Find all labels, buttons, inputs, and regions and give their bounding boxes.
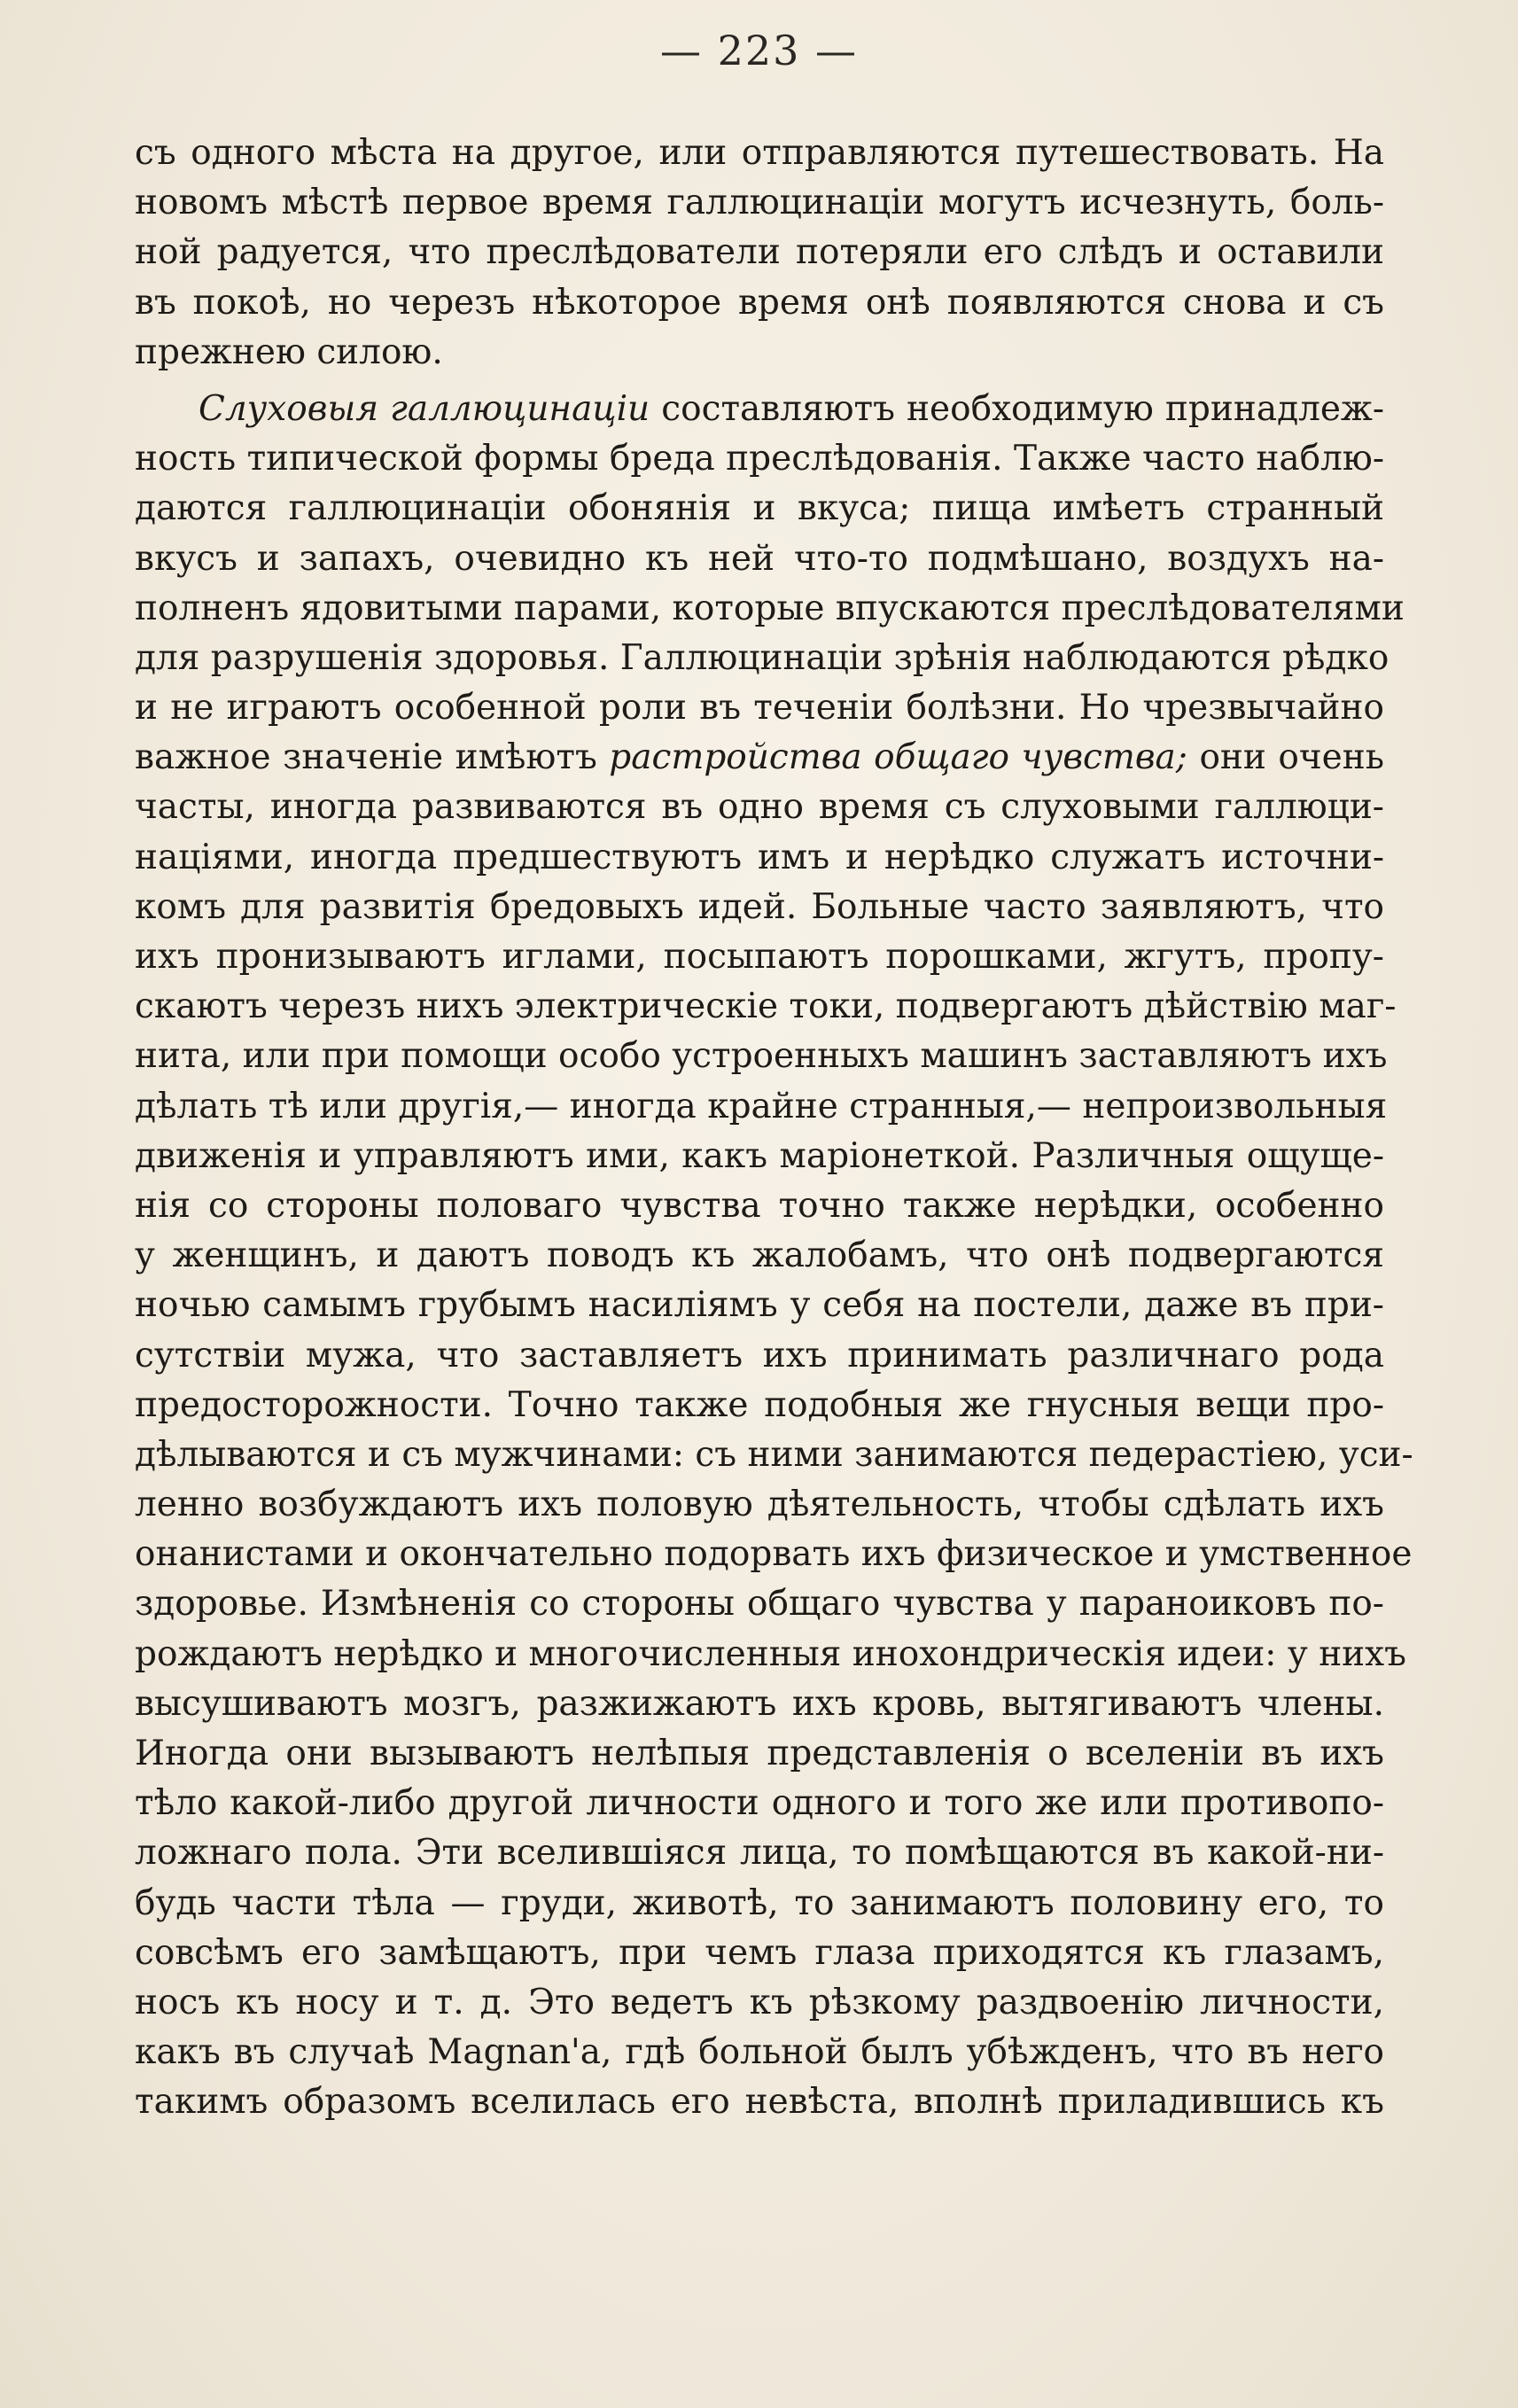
text-line: ложнаго пола. Эти вселившіяся лица, то помѣщаются въ какой-ни-: [135, 1833, 1384, 1874]
text-line: часты, иногда развиваются въ одно время съ слуховыми галлюци-: [135, 787, 1384, 828]
text-line: въ покоѣ, но черезъ нѣкоторое время онѣ появляются снова и съ: [135, 282, 1384, 323]
text-line: тѣло какой-либо другой личности одного и того же или противопо-: [135, 1783, 1384, 1824]
text-line: ность типической формы бреда преслѣдованія. Также часто наблю-: [135, 439, 1384, 479]
text-line: нія со стороны половаго чувства точно также нерѣдки, особенно: [135, 1185, 1384, 1226]
text-line: даются галлюцинаціи обонянія и вкуса; пища имѣетъ странный: [135, 488, 1384, 529]
text-line: у женщинъ, и даютъ поводъ къ жалобамъ, что онѣ подвергаются: [135, 1235, 1384, 1276]
text-line: движенія и управляютъ ими, какъ маріонеткой. Различныя ощуще-: [135, 1135, 1384, 1176]
text-line: онанистами и окончательно подорвать ихъ физическое и умственное: [135, 1534, 1413, 1575]
italic-term: растройства общаго чувства;: [609, 737, 1187, 778]
text-line: прежнею силою.: [135, 331, 443, 372]
text-line: ленно возбуждаютъ ихъ половую дѣятельность, чтобы сдѣлать ихъ: [135, 1485, 1384, 1525]
text-line: полненъ ядовитыми парами, которые впускаются преслѣдователями: [135, 588, 1405, 628]
text-line: ихъ пронизываютъ иглами, посыпаютъ порошками, жгутъ, пропу-: [135, 937, 1384, 977]
text-line: ночью самымъ грубымъ насиліямъ у себя на постели, даже въ при-: [135, 1285, 1384, 1326]
text-line: націями, иногда предшествуютъ имъ и нерѣдко служатъ источни-: [135, 837, 1384, 877]
paragraph-2: [135, 385, 1413, 2128]
text-line: будь части тѣла — груди, животѣ, то занимаютъ половину его, то: [135, 1882, 1384, 1923]
text-line: новомъ мѣстѣ первое время галлюцинаціи могутъ исчезнуть, боль-: [135, 183, 1384, 223]
text-fragment: составляютъ необходимую принадлеж-: [650, 388, 1384, 429]
text-line: совсѣмъ его замѣщаютъ, при чемъ глаза приходятся къ глазамъ,: [135, 1932, 1384, 1973]
text-line: скаютъ черезъ нихъ электрическіе токи, подвергаютъ дѣйствію маг-: [135, 986, 1397, 1027]
text-line: [135, 733, 1384, 783]
text-line: для разрушенія здоровья. Галлюцинаціи зрѣнія наблюдаются рѣдко: [135, 637, 1390, 678]
body-text: [135, 129, 1413, 2128]
text-line: такимъ образомъ вселилась его невѣста, вполнѣ приладившись къ: [135, 2082, 1384, 2123]
text-line: вкусъ и запахъ, очевидно къ ней что-то подмѣшано, воздухъ на-: [135, 538, 1384, 579]
paragraph-1: [135, 129, 1384, 378]
text-line: высушиваютъ мозгъ, разжижаютъ ихъ кровь, вытягиваютъ члены.: [135, 1683, 1384, 1724]
text-line: и не играютъ особенной роли въ теченіи болѣзни. Но чрезвычайно: [135, 688, 1384, 729]
text-line: дѣлать тѣ или другія,— иногда крайне странныя,— непроизвольныя: [135, 1086, 1388, 1126]
text-line: ной радуется, что преслѣдователи потеряли его слѣдъ и оставили: [135, 232, 1384, 273]
text-line: Иногда они вызываютъ нелѣпыя представленія о вселеніи въ ихъ: [135, 1734, 1384, 1773]
text-line: дѣлываются и съ мужчинами: съ ними занимаются педерастіею, уси-: [135, 1434, 1413, 1475]
text-line: здоровье. Измѣненія со стороны общаго чувства у параноиковъ по-: [135, 1584, 1384, 1625]
text-line: [135, 385, 1384, 434]
text-line: носъ къ носу и т. д. Это ведетъ къ рѣзкому раздвоенію личности,: [135, 1982, 1384, 2022]
text-fragment: они очень: [1187, 737, 1384, 778]
italic-term: Слуховыя галлюцинаціи: [199, 388, 650, 429]
text-line: предосторожности. Точно также подобныя же гнусныя вещи про-: [135, 1384, 1384, 1425]
text-fragment: важное значеніе имѣютъ: [135, 737, 610, 778]
text-line: съ одного мѣста на другое, или отправляются путешествовать. На: [135, 133, 1384, 173]
text-line: рождаютъ нерѣдко и многочисленныя инохондрическія идеи: у нихъ: [135, 1633, 1406, 1674]
text-line: комъ для развитія бредовыхъ идей. Больные часто заявляютъ, что: [135, 886, 1384, 927]
text-line: какъ въ случаѣ Magnan'a, гдѣ больной былъ убѣжденъ, что въ него: [135, 2032, 1384, 2073]
text-line: сутствіи мужа, что заставляетъ ихъ принимать различнаго рода: [135, 1335, 1384, 1375]
page-number: — 223 —: [659, 27, 859, 74]
text-line: нита, или при помощи особо устроенныхъ машинъ заставляютъ ихъ: [135, 1036, 1388, 1077]
